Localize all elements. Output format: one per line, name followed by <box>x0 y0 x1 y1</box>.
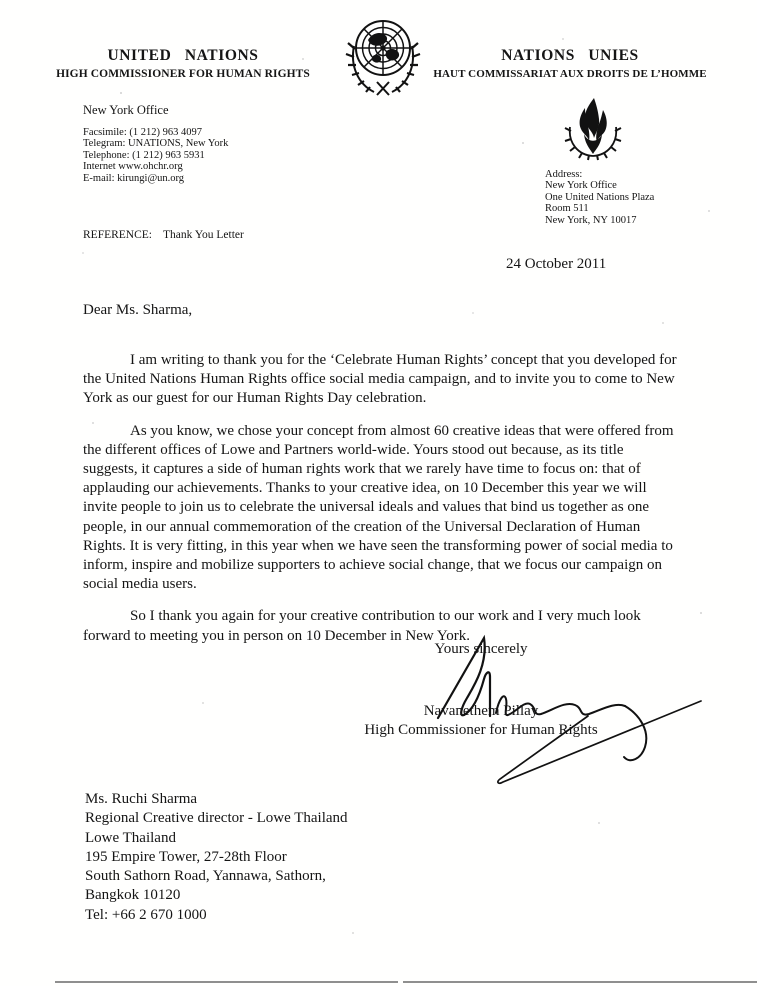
signer-title: High Commissioner for Human Rights <box>364 721 598 738</box>
recipient-name: Ms. Ruchi Sharma <box>85 791 198 807</box>
valediction: Yours sincerely <box>434 641 528 657</box>
recipient-address: South Sathorn Road, Yannawa, Sathorn, <box>85 868 326 885</box>
letterhead-left <box>52 47 314 80</box>
letter-body <box>83 351 677 659</box>
contact-telegram: Telegram: UNATIONS, New York <box>83 138 229 150</box>
reference-line <box>83 229 244 241</box>
contact-facsimile: Facsimile: (1 212) 963 4097 <box>83 127 202 138</box>
un-globe-wreath-icon <box>344 12 422 96</box>
address-block <box>545 169 654 226</box>
signer-name: Navanethem Pillay <box>423 703 539 719</box>
contact-email: E-mail: kirungi@un.org <box>83 172 185 184</box>
recipient-address: 195 Empire Tower, 27-28th Floor <box>85 848 287 865</box>
scan-noise <box>0 0 2 2</box>
ohchr-flame-wreath-icon <box>564 97 622 161</box>
org-subtitle-english: HIGH COMMISSIONER FOR HUMAN RIGHTS <box>56 68 310 80</box>
letterhead-right <box>422 47 718 80</box>
recipient-address-block <box>85 790 348 925</box>
org-name-french: NATIONS UNIES <box>501 47 639 64</box>
address-label: Address: <box>545 169 583 180</box>
office-name: New York Office <box>83 103 169 117</box>
scan-edge-artifact <box>403 981 757 983</box>
recipient-city: Bangkok 10120 <box>85 887 181 904</box>
org-name-english: UNITED NATIONS <box>107 47 259 64</box>
reference-label: REFERENCE: <box>83 229 153 241</box>
recipient-company: Lowe Thailand <box>85 829 176 846</box>
contact-internet: Internet www.ohchr.org <box>83 161 183 173</box>
address-line: New York, NY 10017 <box>545 214 637 226</box>
recipient-phone: Tel: +66 2 670 1000 <box>85 906 207 923</box>
address-line: New York Office <box>545 180 617 192</box>
salutation: Dear Ms. Sharma, <box>83 302 193 318</box>
body-paragraph-3: So I thank you again for your creative contribution to our work and I very much look forward to meeting you in person on 10 December in New York. <box>83 608 641 644</box>
recipient-role: Regional Creative director - Lowe Thailand <box>85 810 348 827</box>
org-subtitle-french: HAUT COMMISSARIAT AUX DROITS DE L’HOMME <box>433 68 707 80</box>
body-paragraph-1: I am writing to thank you for the ‘Celebrate Human Rights’ concept that you developed for the United Nations Human Rights office social media campaign, and to invite you to come to New York as our guest for our Human Rights Day celebration. <box>83 352 677 407</box>
reference-value: Thank You Letter <box>163 229 244 241</box>
signer-block <box>326 702 636 739</box>
address-line: Room 511 <box>545 203 589 215</box>
body-paragraph-2: As you know, we chose your concept from almost 60 creative ideas that were offered from the different offices of Lowe and Partners world-wide. Yours stood out because, as its title suggests, it captures a side of human rights work that we rarely have time to focus on: that of applauding our achievements. Thanks to your creative idea, on 10 December this year we will invite people to join us to celebrate the universal ideals and values that bind us together as one people, in our annual commemoration of the creation of the Universal Declaration of Human Rights. It is very fitting, in this year when we have seen the transforming power of social media to inform, inspire and mobilize supporters to achieve social change, that we focus our campaign on social media users. <box>83 422 674 593</box>
address-line: One United Nations Plaza <box>545 191 655 203</box>
scan-edge-artifact <box>55 981 398 983</box>
contact-telephone: Telephone: (1 212) 963 5931 <box>83 149 205 161</box>
letter-date: 24 October 2011 <box>506 256 607 272</box>
contact-block <box>83 127 228 184</box>
